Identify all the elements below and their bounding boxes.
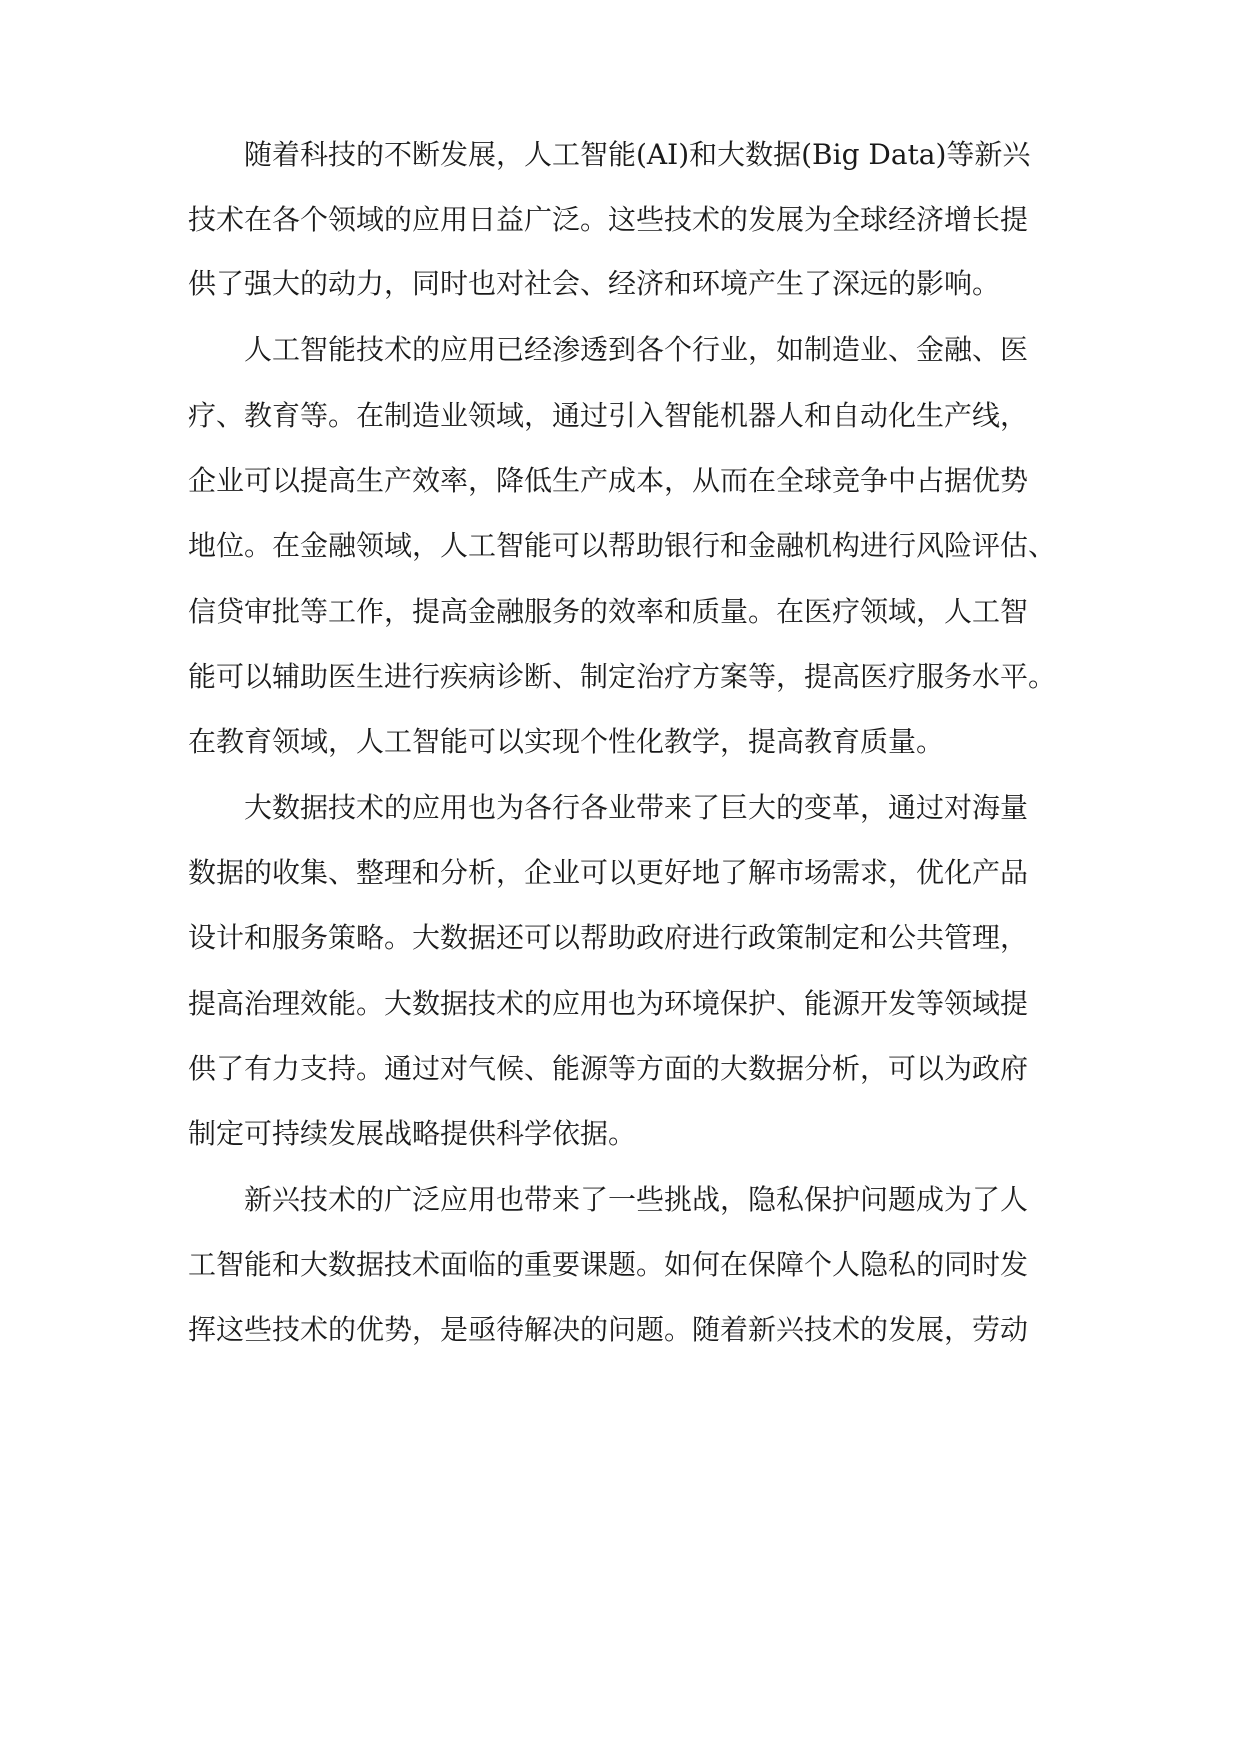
text-line: 新兴技术的广泛应用也带来了一些挑战，隐私保护问题成为了人 (244, 1183, 1029, 1216)
text-line: 提高治理效能。大数据技术的应用也为环境保护、能源开发等领域提 (188, 987, 1029, 1020)
text-line: 工智能和大数据技术面临的重要课题。如何在保障个人隐私的同时发 (188, 1248, 1029, 1281)
text-line: 技术在各个领域的应用日益广泛。这些技术的发展为全球经济增长提 (188, 203, 1029, 236)
text-line: 制定可持续发展战略提供科学依据。 (188, 1117, 637, 1150)
text-line: 人工智能技术的应用已经渗透到各个行业，如制造业、金融、医 (244, 333, 1029, 366)
text-line: 设计和服务策略。大数据还可以帮助政府进行政策制定和公共管理， (188, 921, 1029, 954)
text-line: 供了有力支持。通过对气候、能源等方面的大数据分析，可以为政府 (188, 1052, 1029, 1085)
text-line: 数据的收集、整理和分析，企业可以更好地了解市场需求，优化产品 (188, 856, 1029, 889)
text-line: 疗、教育等。在制造业领域，通过引入智能机器人和自动化生产线， (188, 399, 1029, 432)
text-line: 企业可以提高生产效率，降低生产成本，从而在全球竞争中占据优势 (188, 464, 1029, 497)
text-line: 信贷审批等工作，提高金融服务的效率和质量。在医疗领域，人工智 (188, 595, 1029, 628)
text-line: 能可以辅助医生进行疾病诊断、制定治疗方案等，提高医疗服务水平。 (188, 660, 1057, 693)
text-line: 挥这些技术的优势，是亟待解决的问题。随着新兴技术的发展，劳动 (188, 1313, 1029, 1346)
text-line: 大数据技术的应用也为各行各业带来了巨大的变革，通过对海量 (244, 791, 1029, 824)
text-line: 随着科技的不断发展，人工智能(AI)和大数据(Big Data)等新兴 (244, 138, 1031, 171)
text-line: 地位。在金融领域，人工智能可以帮助银行和金融机构进行风险评估、 (188, 529, 1057, 562)
text-line: 供了强大的动力，同时也对社会、经济和环境产生了深远的影响。 (188, 267, 1001, 300)
text-line: 在教育领域，人工智能可以实现个性化教学，提高教育质量。 (188, 725, 945, 758)
